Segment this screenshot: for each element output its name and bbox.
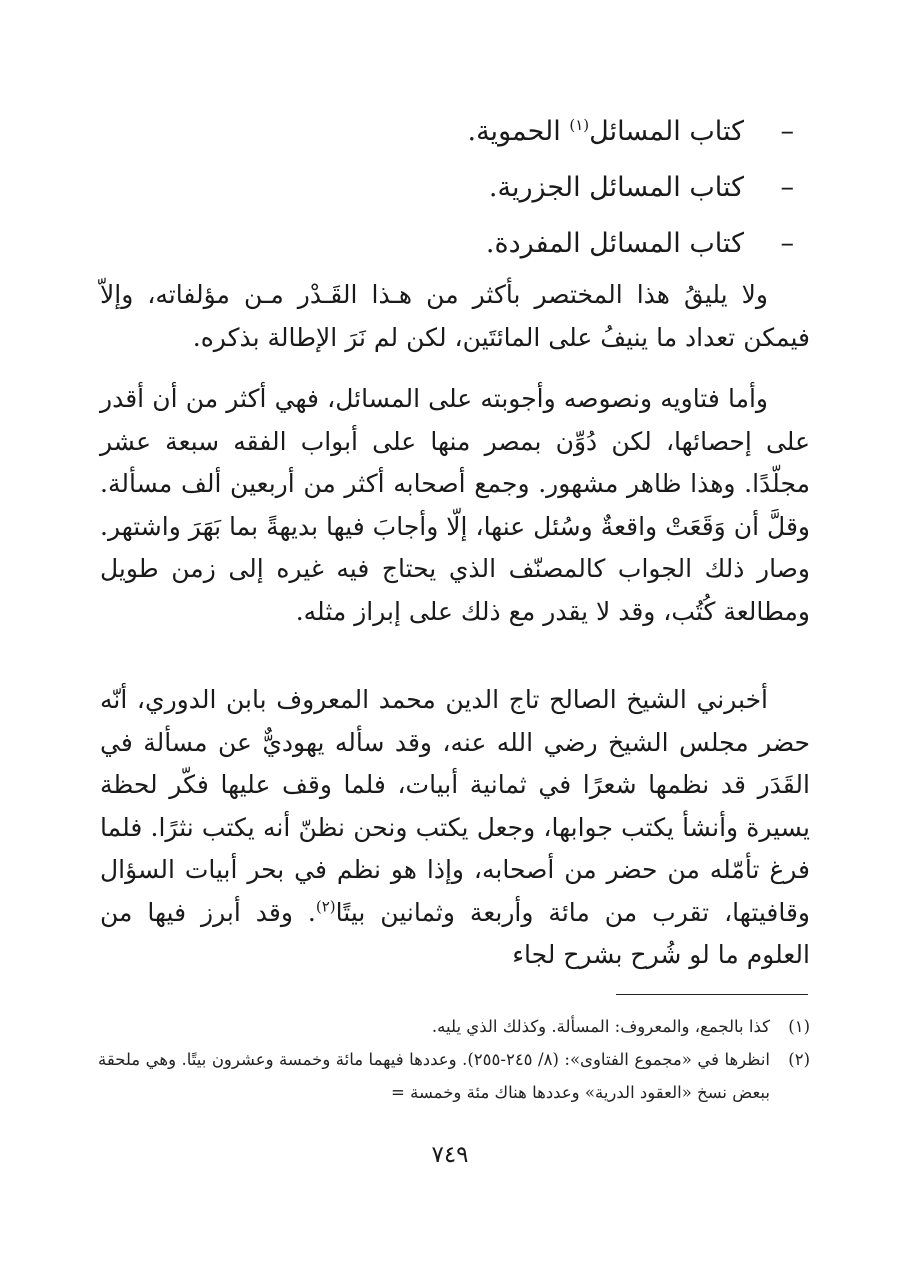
footnote-item: [98, 1043, 810, 1109]
footnote-text: انظرها في «مجموع الفتاوى»: (٨/ ٢٤٥-٢٥٥). وعددها فيهما مائة وخمسة وعشرون بيتًا. وهي ملحقة ببعض نسخ «العقود الدرية» وعددها هناك مئة وخمسة =: [98, 1050, 770, 1102]
footnotes: [98, 1010, 810, 1109]
paragraph-fatawa: وأما فتاويه ونصوصه وأجوبته على المسائل، فهي أكثر من أن أقدر على إحصائها، لكن دُوِّن بمصر منها على أبواب الفقه سبعة عشر مجلّدًا. وهذا ظاهر مشهور. وجمع أصحابه أكثر من أربعين ألف مسألة. وقلَّ أن وَقَعَتْ واقعةٌ وسُئل عنها، إلّا وأجابَ فيها بديهةً بما بَهَرَ واشتهر. وصار ذلك الجواب كالمصنّف الذي يحتاج فيه غيره إلى زمن طويل ومطالعة كُتُب، وقد لا يقدر مع ذلك على إبراز مثله.: [100, 384, 810, 626]
list-item: [100, 104, 810, 160]
list-item: [100, 216, 810, 272]
works-list: [100, 104, 810, 272]
footnote-number: (٢): [788, 1050, 810, 1069]
footnote-text: كذا بالجمع، والمعروف: المسألة. وكذلك الذي يليه.: [431, 1017, 770, 1036]
footnote-marker: (٢): [315, 897, 336, 916]
footnote-item: [98, 1010, 810, 1043]
list-dash: –: [780, 172, 794, 203]
list-item-text-cont: الحموية.: [467, 116, 570, 147]
footnote-divider: [616, 994, 808, 995]
paragraph-anecdote: [100, 679, 810, 977]
list-dash: –: [780, 228, 794, 259]
list-item-text: كتاب المسائل المفردة.: [485, 228, 744, 259]
footnote-number: (١): [788, 1017, 810, 1036]
list-item-text: كتاب المسائل الجزرية.: [488, 172, 744, 203]
paragraph-anecdote-text-cont: . وقد أبرز فيها من العلوم ما لو شُرح بشرح لجاء: [100, 897, 810, 969]
paragraph-anecdote-text: أخبرني الشيخ الصالح تاج الدين محمد المعروف بابن الدوري، أنّه حضر مجلس الشيخ رضي الله عنه، وقد سأله يهوديٌّ عن مسألة في القَدَر قد نظمها شعرًا في ثمانية أبيات، فلما وقف عليها فكّر لحظة يسيرة وأنشأ يكتب جوابها، وجعل يكتب ونحن نظنّ أنه يكتب نثرًا. فلما فرغ تأمّله من حضر من أصحابه، وإذا هو نظم في بحر أبيات السؤال وقافيتها، تقرب من مائة وأربعة وثمانين بيتًا: [100, 685, 810, 927]
list-item-text: كتاب المسائل: [589, 116, 744, 147]
list-dash: –: [780, 116, 794, 147]
paragraph-works-summary: ولا يليقُ هذا المختصر بأكثر من هـذا القَـدْر مـن مؤلفاته، وإلاّ فيمكن تعداد ما ينيفُ على المائتَين، لكن لم نَرَ الإطالة بذكره.: [100, 280, 810, 352]
list-item: [100, 160, 810, 216]
page-number: ٧٤٩: [431, 1142, 469, 1168]
footnote-marker: (١): [569, 116, 590, 134]
